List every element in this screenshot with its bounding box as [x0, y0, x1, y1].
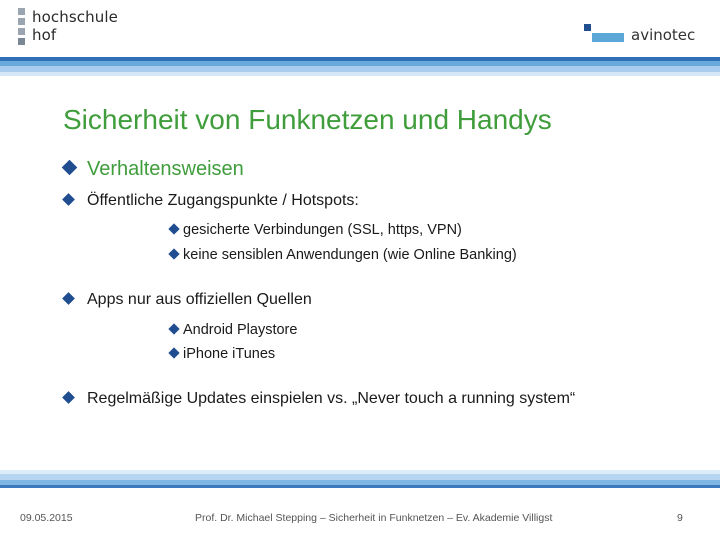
section-heading-text: Verhaltensweisen	[87, 158, 244, 180]
bullet-diamond-icon	[62, 391, 75, 404]
sub-bullet-diamond-icon	[168, 348, 179, 359]
sub-bullet-diamond-icon	[168, 224, 179, 235]
avinotec-logo	[584, 22, 704, 46]
logo-square-icon	[18, 18, 25, 25]
logo-text-line2: hof	[32, 26, 57, 44]
hochschule-hof-logo	[18, 6, 158, 50]
bullet-diamond-icon	[62, 160, 78, 176]
sub-bullet-item	[170, 322, 297, 338]
sub-bullet-text: gesicherte Verbindungen (SSL, https, VPN)	[183, 222, 462, 238]
bullet-diamond-icon	[62, 292, 75, 305]
sub-bullet-diamond-icon	[168, 324, 179, 335]
avinotec-wordmark: avinotec	[631, 26, 696, 44]
sub-bullet-item	[170, 222, 462, 238]
footer-date: 09.05.2015	[20, 512, 73, 524]
sub-bullet-text: iPhone iTunes	[183, 346, 276, 362]
sub-bullet-diamond-icon	[168, 249, 179, 260]
bullet-text: Apps nur aus offiziellen Quellen	[87, 291, 312, 308]
page-number: 9	[677, 512, 683, 524]
bullet-text: Öffentliche Zugangspunkte / Hotspots:	[87, 192, 359, 209]
header-band	[0, 72, 720, 76]
bullet-item	[64, 390, 575, 408]
bullet-text: Regelmäßige Updates einspielen vs. „Never touch a running system“	[87, 390, 576, 407]
logo-text-line1: hochschule	[32, 8, 118, 26]
bullet-diamond-icon	[62, 193, 75, 206]
bullet-item	[64, 192, 359, 210]
section-heading	[64, 158, 244, 181]
logo-square-icon	[18, 28, 25, 35]
footer-center-text: Prof. Dr. Michael Stepping – Sicherheit in Funknetzen – Ev. Akademie Villigst	[195, 512, 553, 524]
footer-band	[0, 485, 720, 488]
sub-bullet-item	[170, 247, 517, 263]
avinotec-mark-icon	[584, 24, 591, 31]
sub-bullet-text: keine sensiblen Anwendungen (wie Online Banking)	[183, 247, 517, 263]
slide-title: Sicherheit von Funknetzen und Handys	[63, 104, 552, 135]
sub-bullet-text: Android Playstore	[183, 322, 298, 338]
bullet-item	[64, 291, 312, 309]
avinotec-bar-icon	[592, 33, 624, 42]
sub-bullet-item	[170, 346, 275, 362]
logo-square-icon	[18, 38, 25, 45]
logo-square-icon	[18, 8, 25, 15]
